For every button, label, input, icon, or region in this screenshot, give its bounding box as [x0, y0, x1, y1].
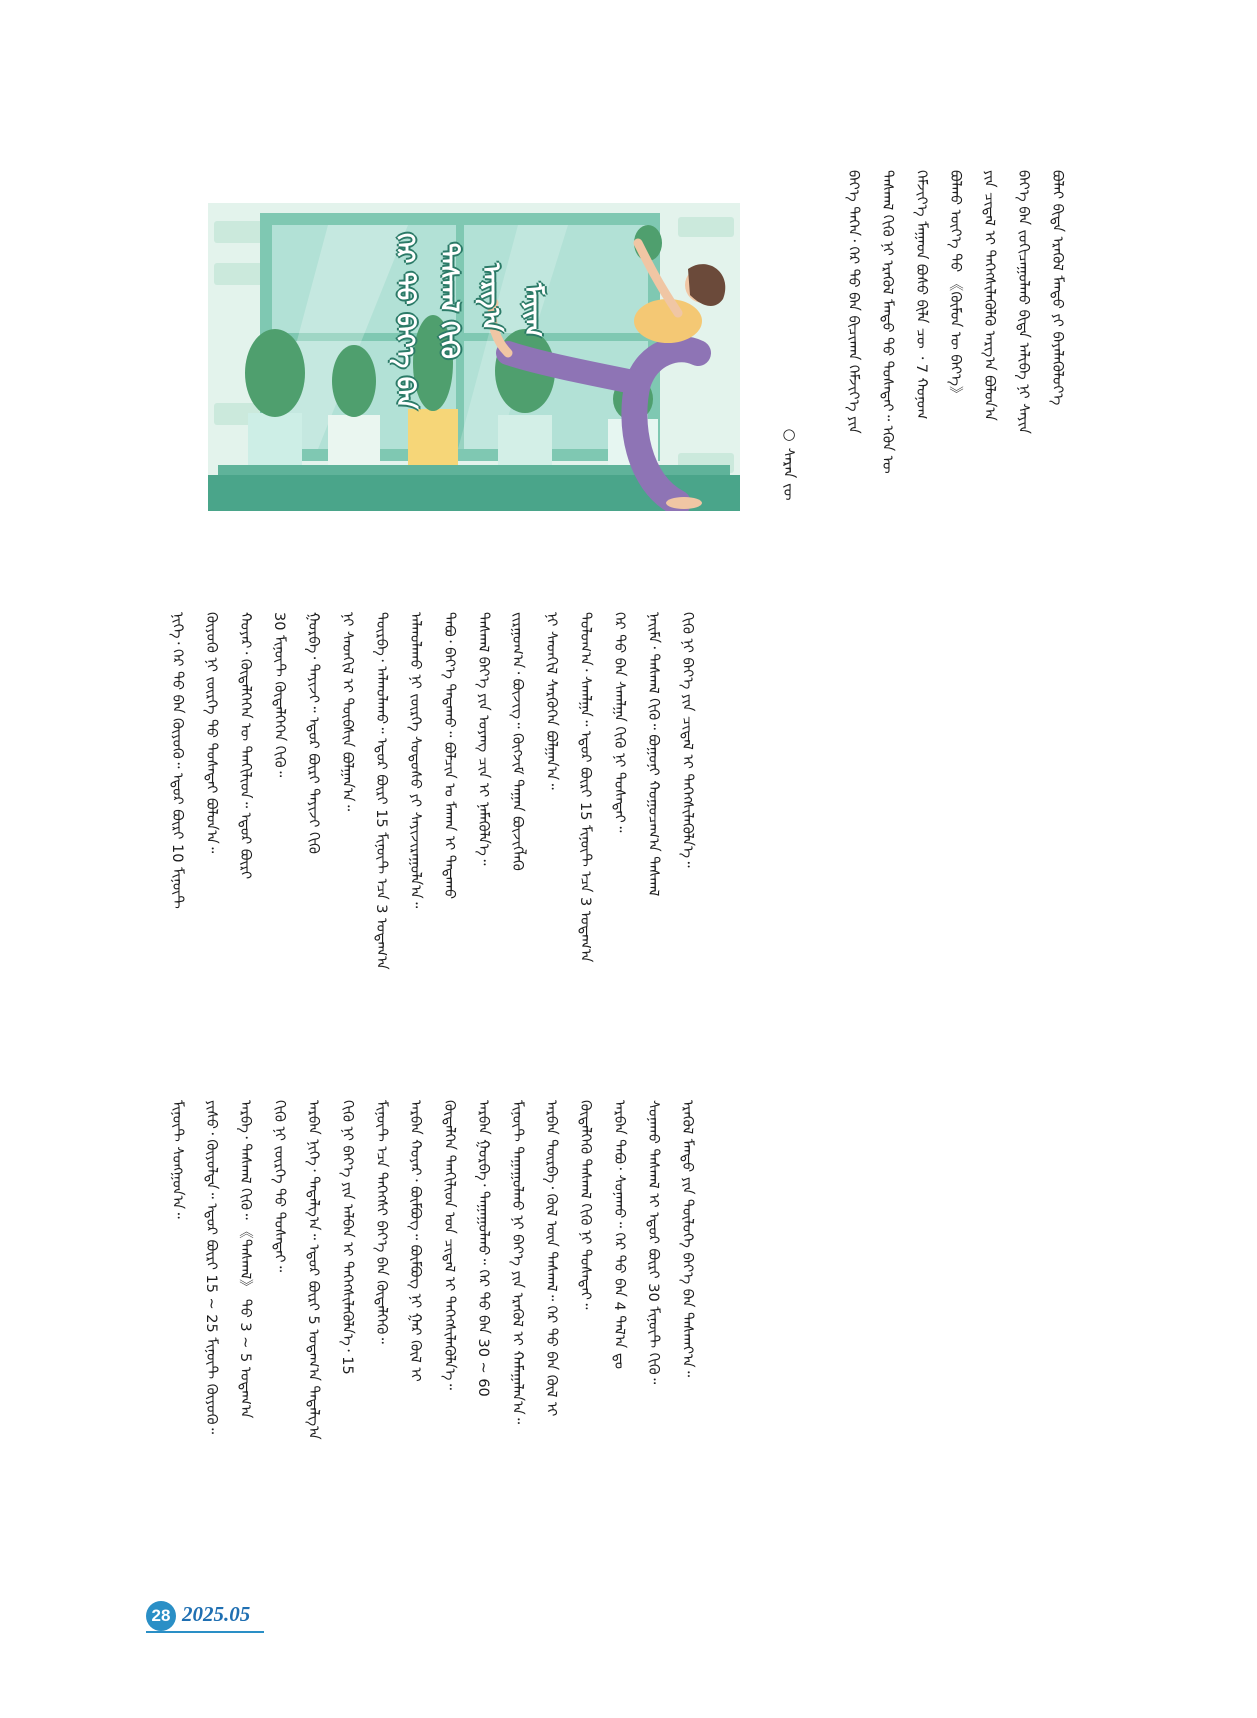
- author-byline: ○ ᠰᠠᠷᠠᠨ ᠵᠦ: [780, 425, 798, 501]
- intro-column: ᠪᠣᠯᠠᠢ ᠪᠢᠳᠡ ᠡᠷᠡᠭᠦᠯ ᠮᠡᠨᠳᠦ ᠶᠢ ᠪᠡᠶᠡᠯᠡᠭᠦᠯᠦᠶ᠎ᠡ: [1049, 170, 1065, 406]
- body-column: ᠠᠷᠪᠠᠨ ᠳᠥᠷᠪᠡ᠂ ᠬᠥᠯ ᠦᠨ ᠳᠠᠰᠭᠠᠯ᠃ ᠭᠡᠷ ᠲᠦ᠍ ᠪᠡᠨ ᠬᠥᠯ ᠢ: [543, 1100, 559, 1417]
- body-column: ᠭᠡᠷ ᠲᠦ᠍ ᠪᠡᠨ ᠰᠭᠠᠯᠭᠠ ᠬᠢᠬᠦ ᠨᠢ ᠲᠤᠰᠠᠲᠠᠢ᠃: [611, 612, 627, 833]
- body-column: ᠭᠤᠷᠪᠠ᠂ ᠲᠠᠶᠢᠵᠢ᠃ ᠡᠳᠦᠷ ᠪᠦᠷᠢ ᠲᠠᠶᠢᠵᠢ ᠬᠢᠬᠦ: [305, 612, 321, 854]
- body-column: ᠨᠢᠭᠡ᠂ ᠭᠡᠷ ᠲᠦ᠍ ᠪᠡᠨ ᠭᠦᠶᠦᠬᠦ᠃ ᠡᠳᠦᠷ ᠪᠦᠷᠢ 10 ᠮᠢᠨᠦ᠋ᠲ: [169, 612, 185, 909]
- intro-text-block: [836, 170, 1096, 600]
- body-column: ᠶᠢᠰᠦ᠂ ᠭᠦᠶᠦᠯᠲᠡ᠃ ᠡᠳᠦᠷ ᠪᠦᠷᠢ 15 ~ 25 ᠮᠢᠨᠦ᠋ᠲ ᠭᠦᠶᠦᠬᠦ᠃: [203, 1100, 219, 1435]
- yoga-illustration: [208, 203, 740, 511]
- body-text-block-2: [160, 1100, 1090, 1570]
- intro-column: ᠪᠡᠶ᠎ᠡ ᠪᠡᠨ ᠵᠣᠬᠢᠴᠠᠭᠤᠯᠬᠤ ᠪᠢᠳᠡ ᠠᠯᠢᠪᠠ ᠨᠢ ᠰᠠᠶᠢᠨ: [1015, 170, 1031, 434]
- body-column: ᠬᠢᠬᠦ ᠨᠢ ᠵᠦᠷᠬᠡ ᠳᠦ᠍ ᠲᠤᠰᠠᠲᠠᠢ᠃: [271, 1100, 287, 1273]
- body-column: ᠬᠣᠶᠠᠷ᠂ ᠬᠦᠳᠡᠯᠭᠡᠭᠡᠨ ᠦ ᠲᠠᠨᠭᠢᠯᠢᠳ᠃ ᠡᠳᠦᠷ ᠪᠦᠷᠢ: [237, 612, 253, 880]
- body-column: ᠳᠣᠯᠤᠭ᠎ᠠ᠂ ᠰᠭᠠᠯᠭᠠ᠃ ᠡᠳᠦᠷ ᠪᠦᠷᠢ 15 ᠮᠢᠨᠦ᠋ᠲ ᠡᠴᠡ 3 ᠤᠳᠠᠭ᠎ᠠ: [577, 612, 593, 963]
- body-column: ᠠᠷᠪᠠ᠂ ᠳᠠᠰᠭᠠᠯ ᠬᠢᠬᠦ᠃ 《ᠳᠠᠰᠭᠠᠯ》 ᠳᠦ᠍ 3 ~ 5 ᠤᠳᠠᠭ᠎ᠠ: [237, 1100, 253, 1419]
- body-column: ᠮᠢᠨᠦ᠋ᠲ ᠡᠴᠡ ᠳᠡᠭᠡᠭᠰᠢ ᠪᠡᠶ᠎ᠡ ᠪᠡᠨ ᠬᠥᠳᠡᠯᠭᠡᠬᠦ᠃: [373, 1100, 389, 1344]
- body-column: ᠬᠢᠬᠦ ᠨᠢ ᠪᠡᠶ᠎ᠡ ᠶᠢᠨ ᠠᠯᠪᠠᠨ ᠢ ᠳᠡᠭᠡᠭᠰᠢᠯᠡᠭᠦᠯᠨ᠎ᠡ᠂ 15: [339, 1100, 355, 1375]
- body-column: ᠠᠷᠪᠠᠨ ᠭᠤᠷᠪᠠ᠂ ᠳᠠᠭᠠᠭᠤᠯᠬᠤ᠃ ᠭᠡᠷ ᠲᠦ᠍ ᠪᠡᠨ 30 ~ 60: [475, 1100, 491, 1397]
- title-line-4: ᠮᠠᠶᠢᠭ: [519, 283, 548, 338]
- intro-column: ᠶᠢᠨ ᠴᠢᠳᠠᠯ ᠢ ᠳᠡᠭᠡᠭᠰᠢᠯᠡᠭᠦᠯᠬᠦ ᠠᠷᠭ᠎ᠠ ᠪᠣᠯᠤᠨ᠎ᠠ: [981, 170, 997, 421]
- body-column: ᠮᠢᠨᠦ᠋ᠲ ᠰᠤᠩᠭᠤᠨ᠎ᠠ᠃: [169, 1100, 185, 1219]
- body-text-block-1: [160, 612, 1090, 1072]
- intro-column: ᠪᠡᠶ᠎ᠡ ᠳᠡᠭᠡᠨ᠂ ᠭᠡᠷ ᠲᠦ᠍ ᠪᠡᠨ ᠪᠢᠴᠢᠬᠠᠨ ᠬᠡᠮᠵᠢᠶ᠎ᠡ ᠶᠢᠨ: [845, 170, 861, 434]
- intro-column: ᠪᠣᠯᠬᠤ ᠦᠶ᠎ᠡ ᠳᠦ᠍ 《ᠬᠦᠮᠦᠨ ᠦ ᠪᠡᠶ᠎ᠡ》: [947, 170, 963, 401]
- body-column: ᠡᠷᠡᠭᠦᠯ ᠮᠡᠨᠳᠦ ᠶᠢᠨ ᠲᠦᠯᠦᠭᠡ ᠪᠡᠶ᠎ᠡ ᠪᠡᠨ ᠳᠠᠰᠭᠠᠶ᠎ᠠ᠃: [679, 1100, 695, 1377]
- body-column: ᠬᠢᠬᠦ ᠨᠢ ᠪᠡᠶ᠎ᠡ ᠶᠢᠨ ᠴᠢᠳᠠᠯ ᠢ ᠳᠡᠭᠡᠭᠰᠢᠯᠡᠭᠦᠯᠨ᠎ᠡ᠃: [679, 612, 695, 868]
- body-column: ᠮᠢᠨᠦ᠋ᠲ ᠳᠠᠭᠠᠭᠤᠯᠬᠤ ᠨᠢ ᠪᠡᠶ᠎ᠡ ᠶᠢᠨ ᠡᠷᠡᠭᠦᠯ ᠢ ᠬᠠᠮᠠᠭᠠᠯᠠᠨ᠎ᠠ᠃: [509, 1100, 525, 1425]
- body-column: ᠨᠢ ᠰᠡᠳᠬᠢᠯ ᠢ ᠲᠦᠪᠰᠢᠨ ᠪᠣᠯᠭᠠᠨ᠎ᠠ᠃: [339, 612, 355, 812]
- intro-column: ᠬᠡᠮᠵᠢᠶ᠎ᠡ ᠮᠠᠭᠠᠳ ᠪᠤᠰᠤ ᠪᠢᠯᠡ ᠴᠦ ᠂ 7 ᠬᠣᠨᠤᠭ: [913, 170, 929, 420]
- title-line-2: ᠳᠠᠰᠭᠠᠯ ᠬᠢᠬᠦ: [435, 243, 464, 359]
- body-column: ᠵᠢᠷᠭᠤᠭ᠎ᠠ᠂ ᠪᠦᠵᠢᠭ᠃ ᠬᠦᠭᠵᠢᠮ ᠳᠠᠭᠠᠨ ᠪᠦᠵᠢᠭᠯᠡᠬᠦ: [509, 612, 525, 871]
- body-column: ᠠᠷᠪᠠᠨ ᠲᠠᠪᠤ᠂ ᠰᠤᠨᠠᠬᠤ᠃ ᠭᠡᠷ ᠲᠦ᠍ ᠪᠡᠨ 4 ᠲᠠᠯ᠎ᠠ ᠳᠤ: [611, 1100, 627, 1369]
- issue-date: 2025.05: [182, 1602, 251, 1626]
- intro-column: ᠳᠠᠰᠬᠠᠯ ᠬᠢᠬᠦ ᠨᠢ ᠡᠷᠡᠭᠦᠯ ᠮᠡᠨᠳᠦ ᠳᠦ᠍ ᠲᠤᠰᠠᠲᠠᠢ᠃ ᠡᠭᠦᠨ ᠦ: [879, 170, 895, 474]
- body-column: ᠲᠠᠪᠤ᠂ ᠪᠡᠶ᠎ᠡ ᠲᠠᠲᠠᠬᠤ᠃ ᠪᠤᠯᠴᠢᠨ ᠤ ᠮᠠᠬᠠᠨ ᠢ ᠲᠠᠲᠠᠬᠤ: [441, 612, 457, 900]
- body-column: ᠠᠷᠪᠠᠨ ᠨᠢᠭᠡ᠂ ᠲᠠᠲᠠᠯᠭ᠎ᠠ᠃ ᠡᠳᠦᠷ ᠪᠦᠷᠢ 5 ᠤᠳᠠᠭ᠎ᠠ ᠲᠠᠲᠠᠯᠭ᠎ᠠ: [305, 1100, 321, 1440]
- title-line-3: ᠠᠷᠭ᠎ᠠ: [477, 263, 506, 332]
- body-column: ᠠᠷᠪᠠᠨ ᠬᠣᠶᠠᠷ᠂ ᠪᠥᠮᠪᠥᠭ᠃ ᠪᠥᠮᠪᠥᠭ ᠨᠢ ᠭᠠᠷ ᠬᠥᠯ ᠢ: [407, 1100, 423, 1382]
- title-line-1: ᠭᠡᠷ ᠲᠦ᠍ ᠪᠡᠶ᠎ᠡ ᠪᠡᠨ: [391, 233, 420, 410]
- body-column: ᠳᠥᠷᠪᠡ᠂ ᠠᠯᠬᠤᠯᠠᠬᠤ᠃ ᠡᠳᠦᠷ ᠪᠦᠷᠢ 15 ᠮᠢᠨᠦ᠋ᠲ ᠡᠴᠡ 3 ᠤᠳᠠᠭ᠎ᠠ: [373, 612, 389, 970]
- body-column: ᠰᠤᠨᠠᠬᠤ ᠳᠠᠰᠭᠠᠯ ᠢ ᠡᠳᠦᠷ ᠪᠦᠷᠢ 30 ᠮᠢᠨᠦ᠋ᠲ ᠬᠢᠬᠦ᠃: [645, 1100, 661, 1385]
- body-column: 30 ᠮᠢᠨᠦ᠋ᠲ ᠬᠦᠳᠡᠯᠭᠡᠭᠡᠨ ᠬᠢᠬᠦ᠃: [271, 612, 287, 778]
- footer-rule: [146, 1631, 264, 1633]
- body-column: ᠭᠦᠶᠦᠬᠦ ᠨᠢ ᠵᠦᠷᠬᠡ ᠳᠦ᠍ ᠲᠤᠰᠠᠲᠠᠢ ᠪᠣᠯᠤᠨ᠎ᠠ᠃: [203, 612, 219, 854]
- body-column: ᠳᠠᠰᠬᠠᠯ ᠪᠡᠶ᠎ᠡ ᠶᠢᠨ ᠤᠶᠠᠩ ᠴᠢᠨ ᠢ ᠨᠡᠮᠡᠭᠦᠯᠨ᠎ᠡ᠃: [475, 612, 491, 866]
- body-column: ᠨᠢ ᠰᠡᠳᠬᠢᠯ ᠰᠡᠷᠭᠦᠭᠡᠨ ᠪᠣᠯᠭᠠᠨ᠎ᠠ᠃: [543, 612, 559, 790]
- body-column: ᠬᠥᠳᠡᠯᠭᠡᠬᠦ ᠳᠠᠰᠭᠠᠯ ᠬᠢᠬᠦ ᠨᠢ ᠲᠤᠰᠠᠲᠠᠢ᠃: [577, 1100, 593, 1310]
- body-column: ᠠᠯᠬᠤᠯᠠᠬᠤ ᠨᠢ ᠵᠦᠷᠬᠡ ᠰᠤᠳᠤᠰᠤ ᠶᠢ ᠰᠠᠶᠢᠵᠢᠷᠠᠭᠤᠯᠨ᠎ᠠ᠃: [407, 612, 423, 909]
- yoga-scene-graphic: [208, 203, 740, 511]
- page-number-badge: 28: [146, 1601, 176, 1631]
- body-column: ᠬᠥᠳᠡᠯᠭᠡᠨ ᠲᠠᠨᠭᠢᠯᠢᠳ ᠤᠨ ᠴᠢᠳᠠᠯ ᠢ ᠳᠡᠭᠡᠭᠰᠢᠯᠡᠭᠦᠯᠨ᠎ᠡ᠃: [441, 1100, 457, 1390]
- body-column: ᠨᠠᠢᠮᠠ᠂ ᠳᠠᠰᠭᠠᠯ ᠬᠢᠬᠦ᠃ ᠪᠣᠭᠤᠨᠢ ᠬᠤᠭᠤᠴᠠᠭ᠎ᠠ ᠳᠠᠰᠭᠠᠯ: [645, 612, 661, 897]
